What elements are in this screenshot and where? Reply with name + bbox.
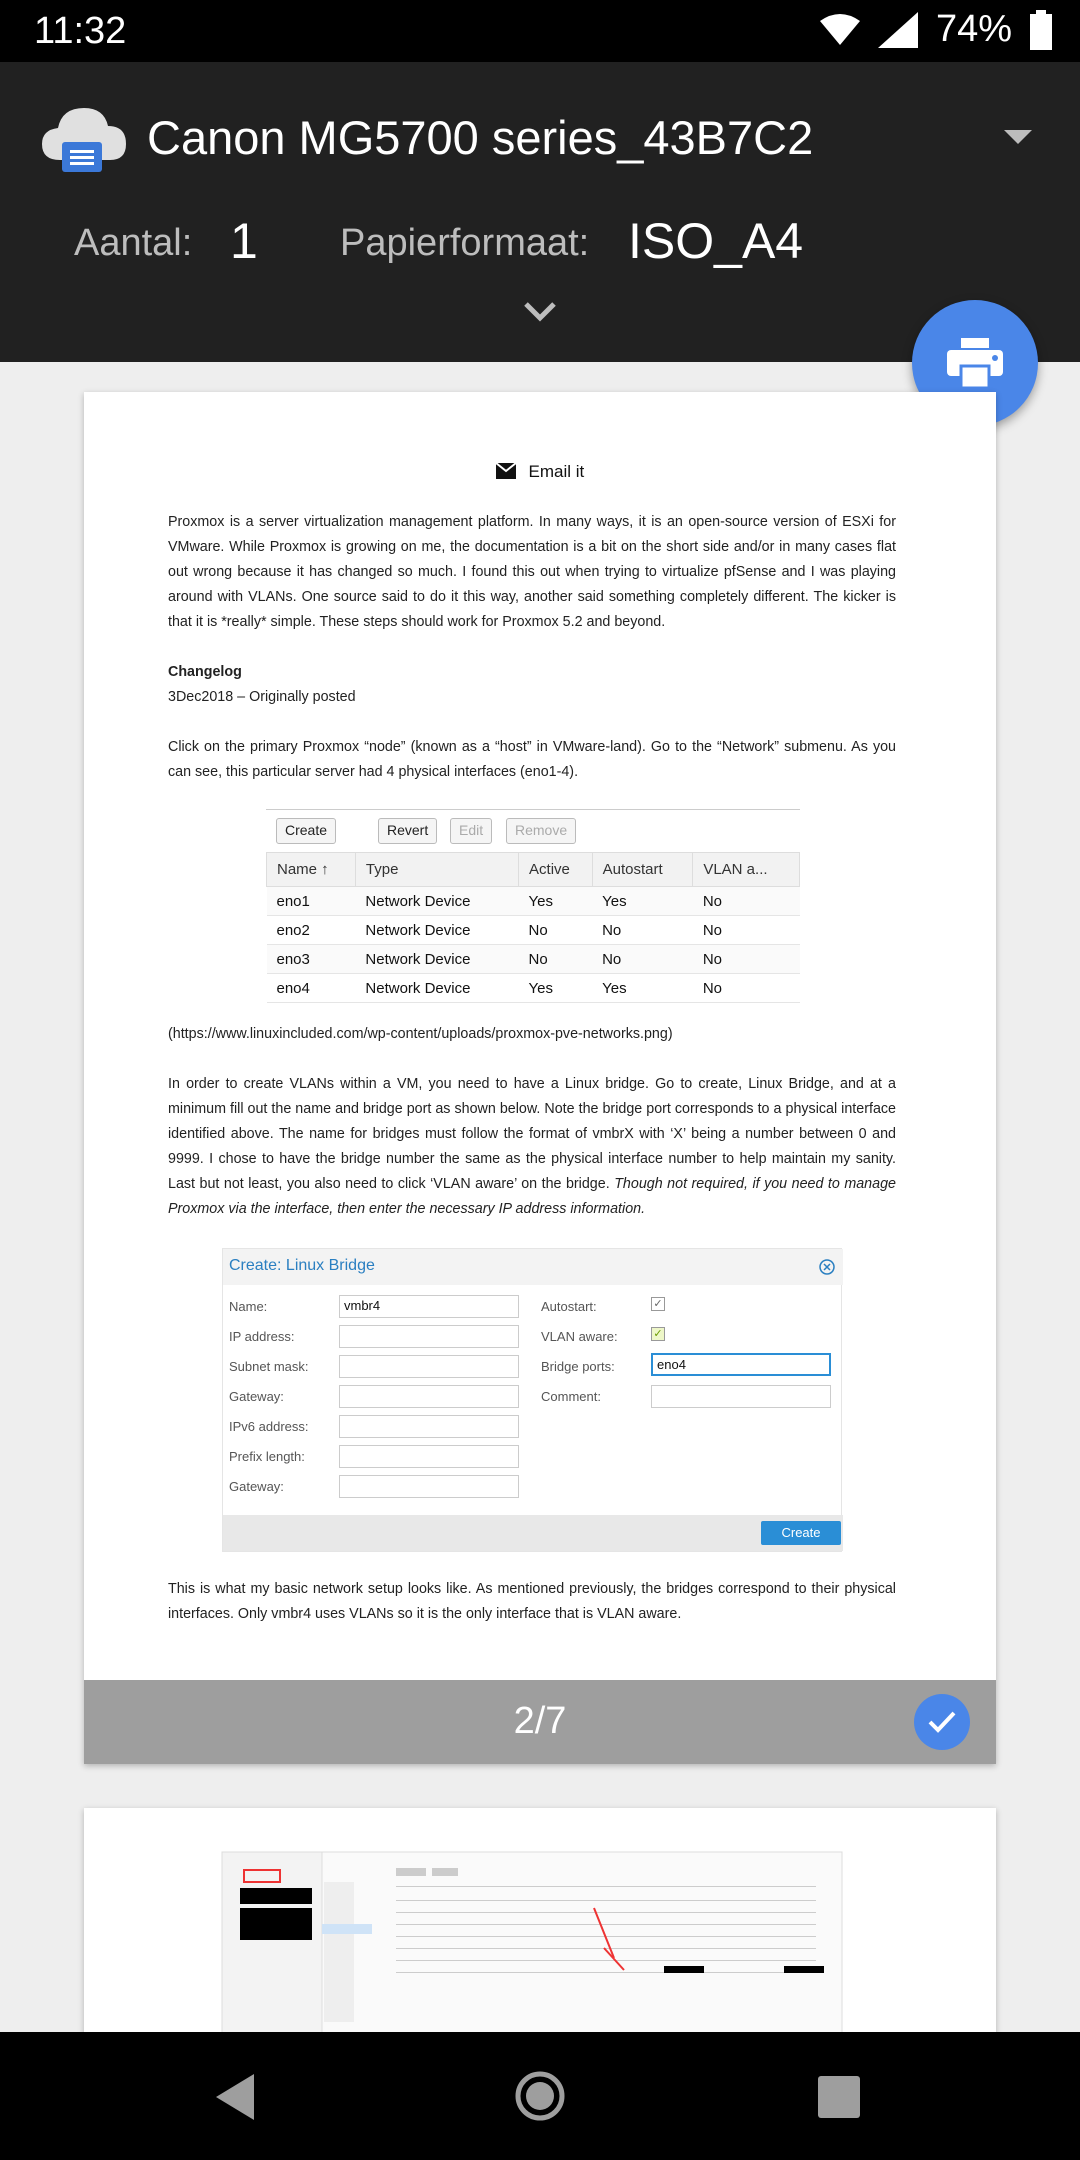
chevron-down-icon[interactable] (522, 300, 558, 324)
printer-name[interactable]: Canon MG5700 series_43B7C2 (147, 111, 814, 164)
cell: Network Device (355, 887, 518, 916)
paper-size-label: Papierformaat: (340, 222, 590, 264)
home-icon[interactable] (514, 2070, 566, 2122)
envelope-icon (496, 463, 516, 479)
page-selected-checkbox[interactable] (914, 1694, 970, 1750)
gateway-field (339, 1385, 519, 1408)
clock: 11:32 (34, 10, 127, 52)
name-label: Name: (229, 1299, 268, 1314)
printer-icon (947, 338, 1003, 388)
print-header (0, 62, 1080, 362)
cell: Network Device (355, 916, 518, 945)
email-it-link[interactable] (84, 462, 996, 482)
cell: No (693, 974, 800, 1003)
navigation-bar (0, 2032, 1080, 2160)
cell: No (693, 945, 800, 974)
cell: No (693, 887, 800, 916)
cell: eno3 (267, 945, 356, 974)
close-icon (819, 1259, 835, 1275)
cell: Network Device (355, 945, 518, 974)
cell: eno1 (267, 887, 356, 916)
linux-bridge-dialog (222, 1248, 842, 1552)
cell: Yes (592, 974, 693, 1003)
changelog-title: Changelog (168, 664, 242, 680)
vlan-aware-checkbox: ✓ (651, 1327, 665, 1341)
preview-page-next[interactable] (84, 1808, 996, 2048)
intro-paragraph: Proxmox is a server virtualization management platform. In many ways, it is an open-source version of ESXi for VMware. While Proxmox is growing on me, the documentation is a bit on the short side and/or in many cases flat out wrong because it has changed so much. I found this out when trying to virtualize pfSense and I was playing around with VLANs. One source said to do it this way, another said something completely different. The kicker is that it is *really* simple. These steps should work for Proxmox 5.2 and beyond. (168, 514, 896, 630)
vlan-aware-label: VLAN aware: (541, 1329, 618, 1344)
comment-field (651, 1385, 831, 1408)
email-it-label: Email it (528, 462, 585, 481)
changelog-entry: 3Dec2018 – Originally posted (168, 689, 356, 705)
table-row (267, 887, 800, 916)
dialog-create-button: Create (761, 1521, 841, 1545)
edit-button: Edit (450, 818, 492, 844)
autostart-label: Autostart: (541, 1299, 597, 1314)
col-header: Autostart (592, 853, 693, 887)
copies-value[interactable]: 1 (230, 213, 258, 269)
remove-button: Remove (506, 818, 576, 844)
prefix-label: Prefix length: (229, 1449, 305, 1464)
proxmox-screenshot-thumbnail (84, 1808, 996, 2048)
cell: No (592, 916, 693, 945)
recents-icon[interactable] (818, 2076, 860, 2118)
dialog-footer (223, 1515, 843, 1551)
cell: No (693, 916, 800, 945)
subnet-label: Subnet mask: (229, 1359, 309, 1374)
status-bar (0, 0, 1080, 62)
cell: Yes (519, 887, 593, 916)
page-indicator-bar (84, 1680, 996, 1764)
dialog-title: Create: Linux Bridge (223, 1249, 843, 1285)
col-header: Type (355, 853, 518, 887)
wifi-icon (820, 13, 860, 47)
network-table (266, 852, 800, 1003)
vlan-text: In order to create VLANs within a VM, you need to have a Linux bridge. Go to create, Linux Bridge, and at a minimum fill out the name and bridge port as shown below. Note the bridge port corresponds to a physical interface identified above. The name for bridges must follow the format of vmbrX with ‘X’ being a number between 0 and 9999. I chose to have the bridge number the same as the physical interface number to help maintain my sanity. Last but not least, you also need to click ‘VLAN aware’ on the bridge. (168, 1076, 896, 1192)
bridge-ports-field: eno4 (651, 1353, 831, 1376)
cell: Network Device (355, 974, 518, 1003)
ipv6-field (339, 1415, 519, 1438)
cell: Yes (519, 974, 593, 1003)
prefix-field (339, 1445, 519, 1468)
table-row (267, 916, 800, 945)
col-header: VLAN a... (693, 853, 800, 887)
cell: Yes (592, 887, 693, 916)
printer-dropdown-icon[interactable] (1004, 130, 1032, 144)
cell: eno4 (267, 974, 356, 1003)
page-indicator: 2/7 (513, 1700, 567, 1742)
ip-label: IP address: (229, 1329, 295, 1344)
subnet-field (339, 1355, 519, 1378)
name-field: vmbr4 (339, 1295, 519, 1318)
vlan-paragraph (168, 1072, 896, 1222)
gateway-label: Gateway: (229, 1389, 284, 1404)
create-button: Create (276, 818, 336, 844)
ip-field (339, 1325, 519, 1348)
revert-button: Revert (378, 818, 437, 844)
ipv6-label: IPv6 address: (229, 1419, 309, 1434)
cell: eno2 (267, 916, 356, 945)
copies-label: Aantal: (74, 222, 193, 264)
cell: No (519, 945, 593, 974)
check-icon (927, 1710, 957, 1734)
autostart-checkbox: ✓ (651, 1297, 665, 1311)
table-row (267, 945, 800, 974)
bridge-ports-label: Bridge ports: (541, 1359, 615, 1374)
network-toolbar (266, 809, 800, 849)
back-icon[interactable] (216, 2074, 256, 2120)
battery-percent: 74% (935, 8, 1012, 50)
battery-icon (1030, 10, 1052, 50)
setup-paragraph: This is what my basic network setup looks like. As mentioned previously, the bridges correspond to their physical interfaces. Only vmbr4 uses VLANs so it is the only interface that is VLAN aware. (168, 1581, 896, 1622)
table-row (267, 974, 800, 1003)
comment-label: Comment: (541, 1389, 601, 1404)
cell: No (519, 916, 593, 945)
node-paragraph: Click on the primary Proxmox “node” (known as a “host” in VMware-land). Go to the “Network” submenu. As you can see, this particular server had 4 physical interfaces (eno1-4). (168, 739, 896, 780)
cloud-printer-icon (40, 98, 128, 178)
vlan-italic: Though not required, if you need to manage Proxmox via the interface, then enter the necessary IP address information. (168, 1176, 896, 1217)
signal-icon (878, 12, 918, 48)
cell: No (592, 945, 693, 974)
paper-size-value[interactable]: ISO_A4 (628, 213, 804, 269)
gateway6-label: Gateway: (229, 1479, 284, 1494)
col-header: Name ↑ (267, 853, 356, 887)
image-url: (https://www.linuxincluded.com/wp-content/uploads/proxmox-pve-networks.png) (168, 1026, 673, 1042)
col-header: Active (519, 853, 593, 887)
gateway6-field (339, 1475, 519, 1498)
preview-page[interactable] (84, 392, 996, 1764)
